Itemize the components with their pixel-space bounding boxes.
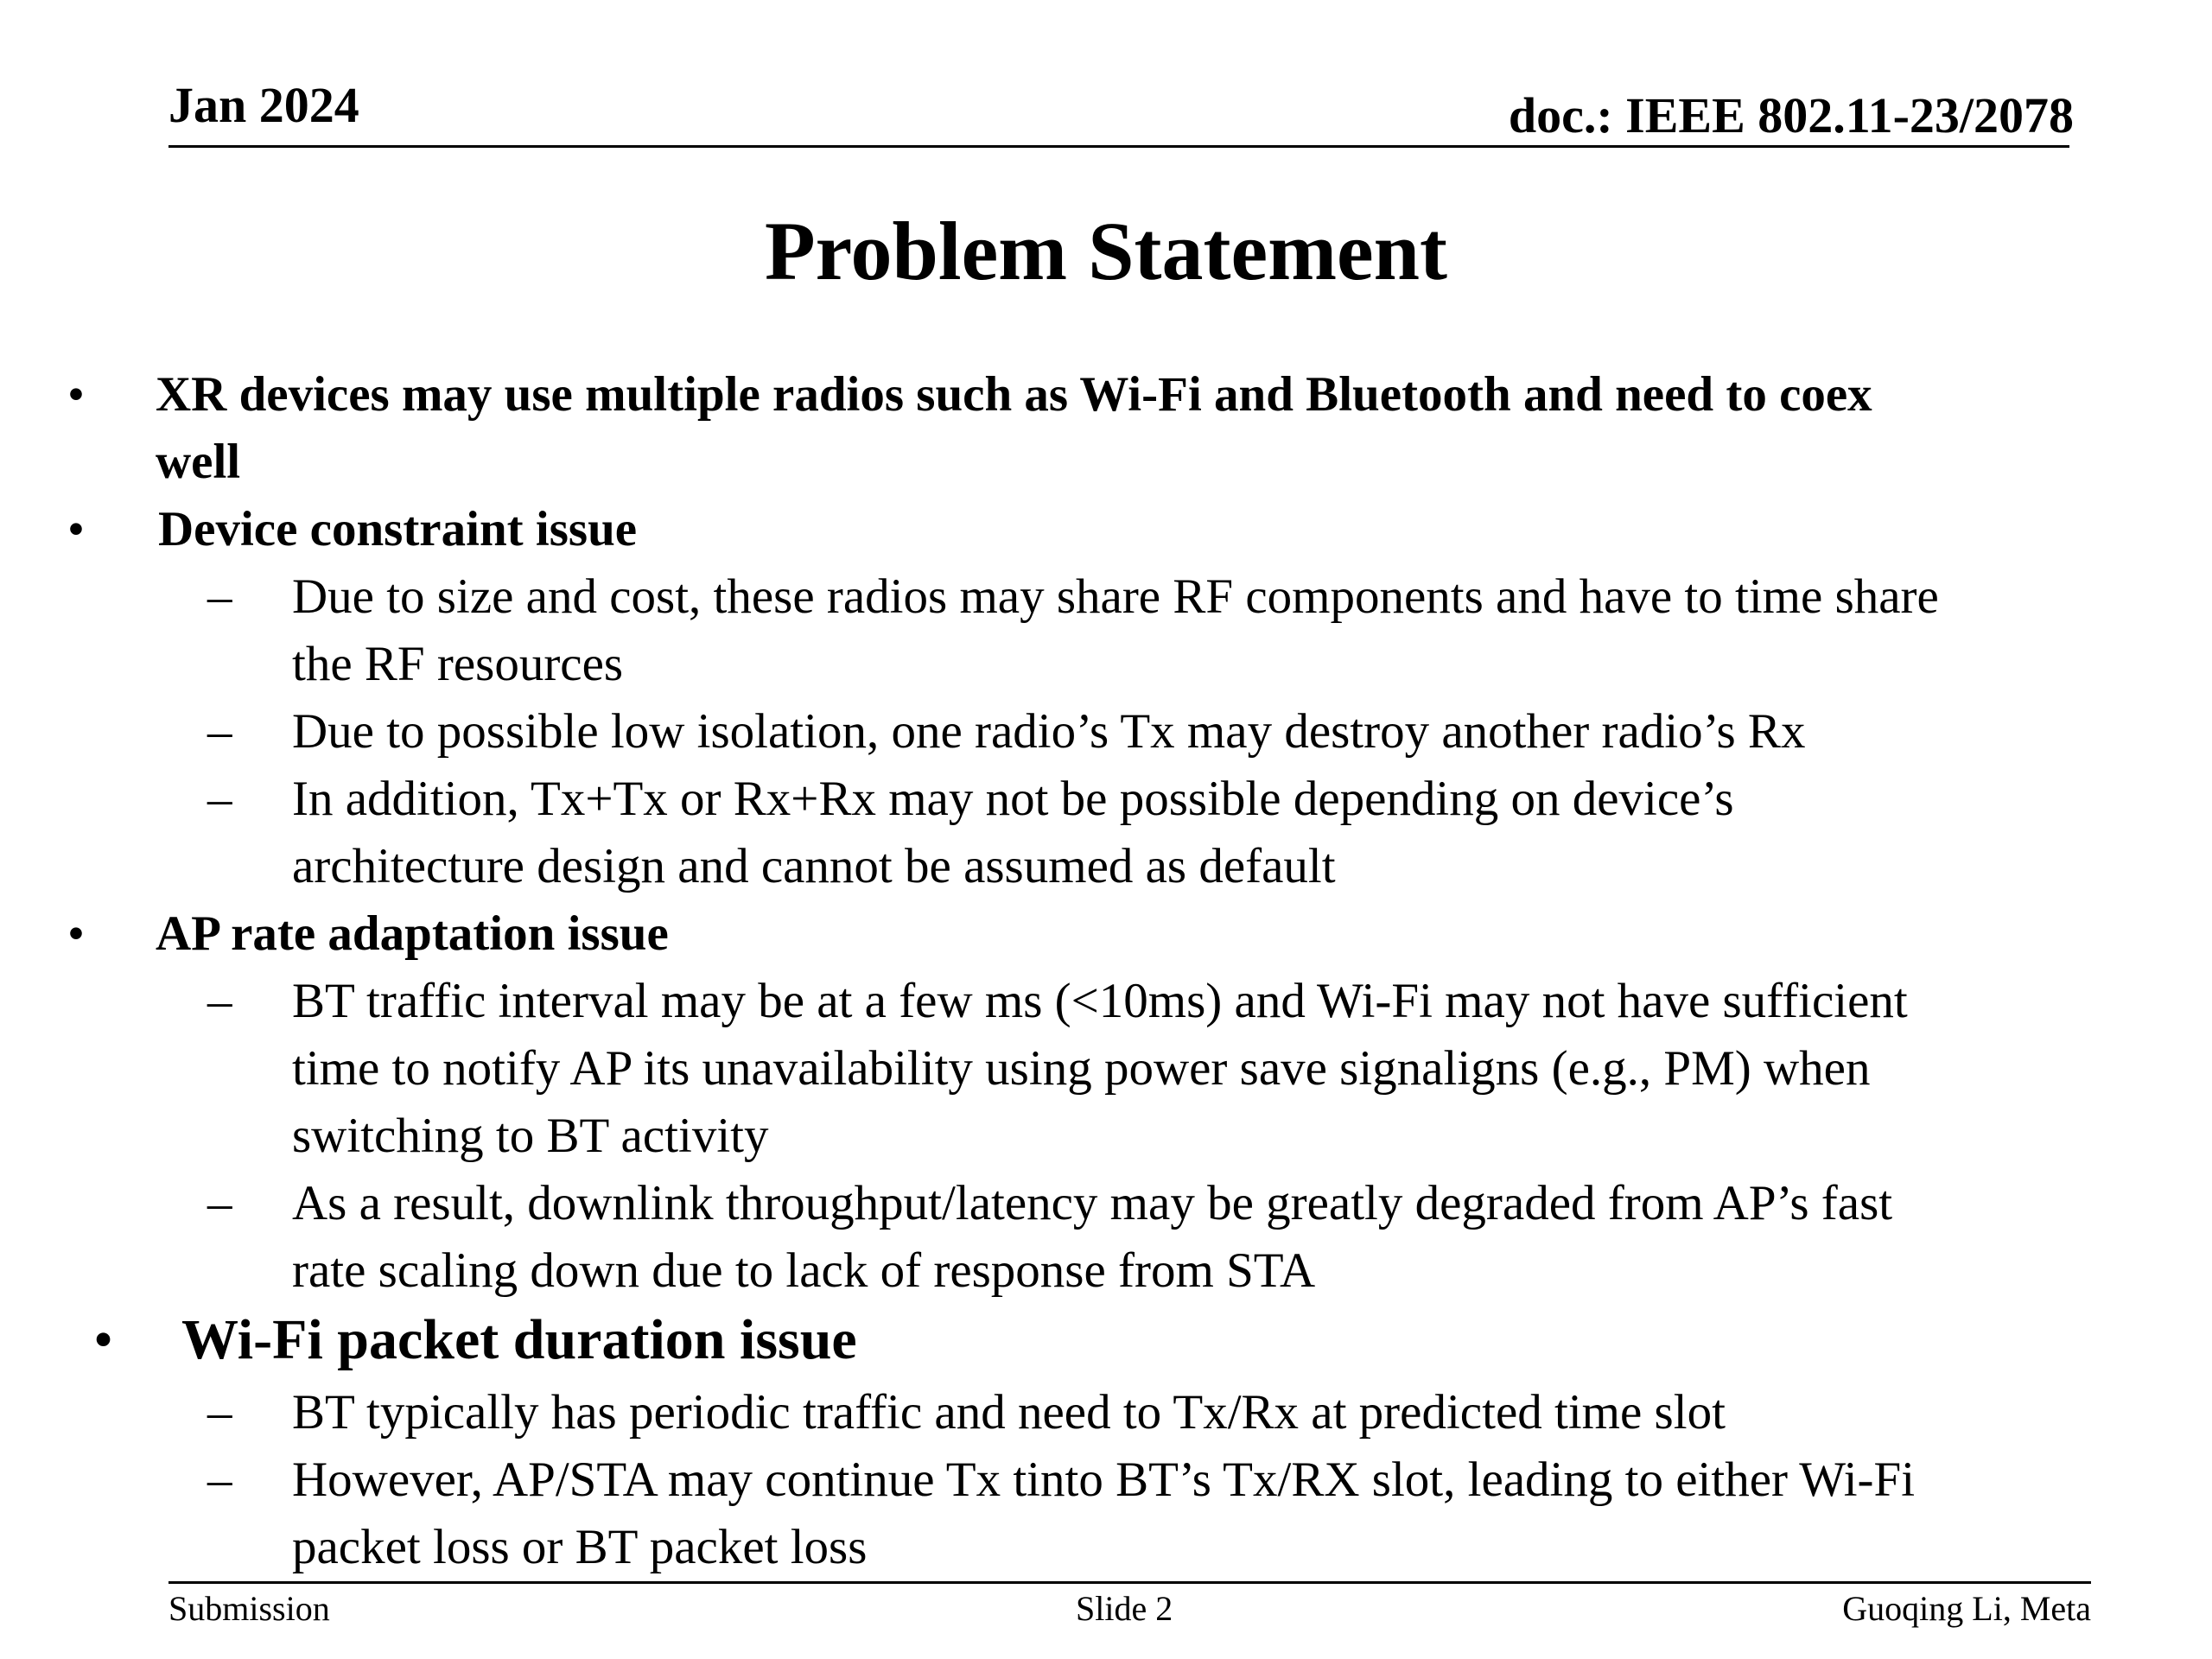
- bullet-4-sub-2-line-1: However, AP/STA may continue Tx tinto BT’s Tx/RX slot, leading to either Wi-Fi: [292, 1452, 1916, 1507]
- bullet-3-sub-2-line-1: As a result, downlink throughput/latency may be greatly degraded from AP’s fast: [292, 1176, 1893, 1230]
- bullet-4-sub-2-line-2: packet loss or BT packet loss: [292, 1520, 868, 1574]
- sub-bullet-marker: –: [207, 1176, 232, 1230]
- bullet-3-text: AP rate adaptation issue: [156, 906, 669, 961]
- sub-bullet-marker: –: [207, 1385, 232, 1440]
- sub-bullet-marker: –: [207, 974, 232, 1028]
- footer-submission: Submission: [168, 1589, 330, 1628]
- sub-bullet-marker: –: [207, 569, 232, 624]
- bullet-2-sub-1-line-1: Due to size and cost, these radios may share RF components and have to time share: [292, 569, 1939, 624]
- header-date: Jan 2024: [168, 77, 359, 133]
- bullet-4-sub-1-line-1: BT typically has periodic traffic and need to Tx/Rx at predicted time slot: [292, 1385, 1726, 1440]
- bullet-4-text: Wi-Fi packet duration issue: [181, 1308, 857, 1371]
- bullet-3-sub-2-line-2: rate scaling down due to lack of response from STA: [292, 1243, 1316, 1298]
- footer-divider: [168, 1581, 2091, 1584]
- bullet-marker: •: [93, 1308, 114, 1371]
- bullet-2-text: Device constraint issue: [158, 502, 638, 556]
- bullet-3-sub-1-line-1: BT traffic interval may be at a few ms (<10ms) and Wi-Fi may not have sufficient: [292, 974, 1908, 1028]
- footer-slide-number: Slide 2: [1076, 1589, 1173, 1628]
- bullet-2-sub-3-line-1: In addition, Tx+Tx or Rx+Rx may not be possible depending on device’s: [292, 772, 1734, 826]
- bullet-3-sub-1-line-2: time to notify AP its unavailability using power save signaligns (e.g., PM) when: [292, 1041, 1871, 1096]
- bullet-1-line-2: well: [156, 435, 241, 489]
- header-doc-id: doc.: IEEE 802.11-23/2078: [1508, 87, 2074, 143]
- bullet-2-sub-1-line-2: the RF resources: [292, 637, 624, 691]
- bullet-2-sub-3-line-2: architecture design and cannot be assumed as default: [292, 839, 1336, 893]
- bullet-2-sub-2-line-1: Due to possible low isolation, one radio’s Tx may destroy another radio’s Rx: [292, 704, 1806, 759]
- bullet-marker: •: [67, 906, 85, 961]
- footer-author: Guoqing Li, Meta: [1842, 1589, 2091, 1628]
- sub-bullet-marker: –: [207, 704, 232, 759]
- sub-bullet-marker: –: [207, 772, 232, 826]
- bullet-1-line-1: XR devices may use multiple radios such as Wi-Fi and Bluetooth and need to coex: [156, 367, 1872, 422]
- slide-title: Problem Statement: [764, 205, 1448, 297]
- sub-bullet-marker: –: [207, 1452, 232, 1507]
- bullet-marker: •: [67, 502, 85, 556]
- bullet-marker: •: [67, 367, 85, 422]
- bullet-3-sub-1-line-3: switching to BT activity: [292, 1109, 769, 1163]
